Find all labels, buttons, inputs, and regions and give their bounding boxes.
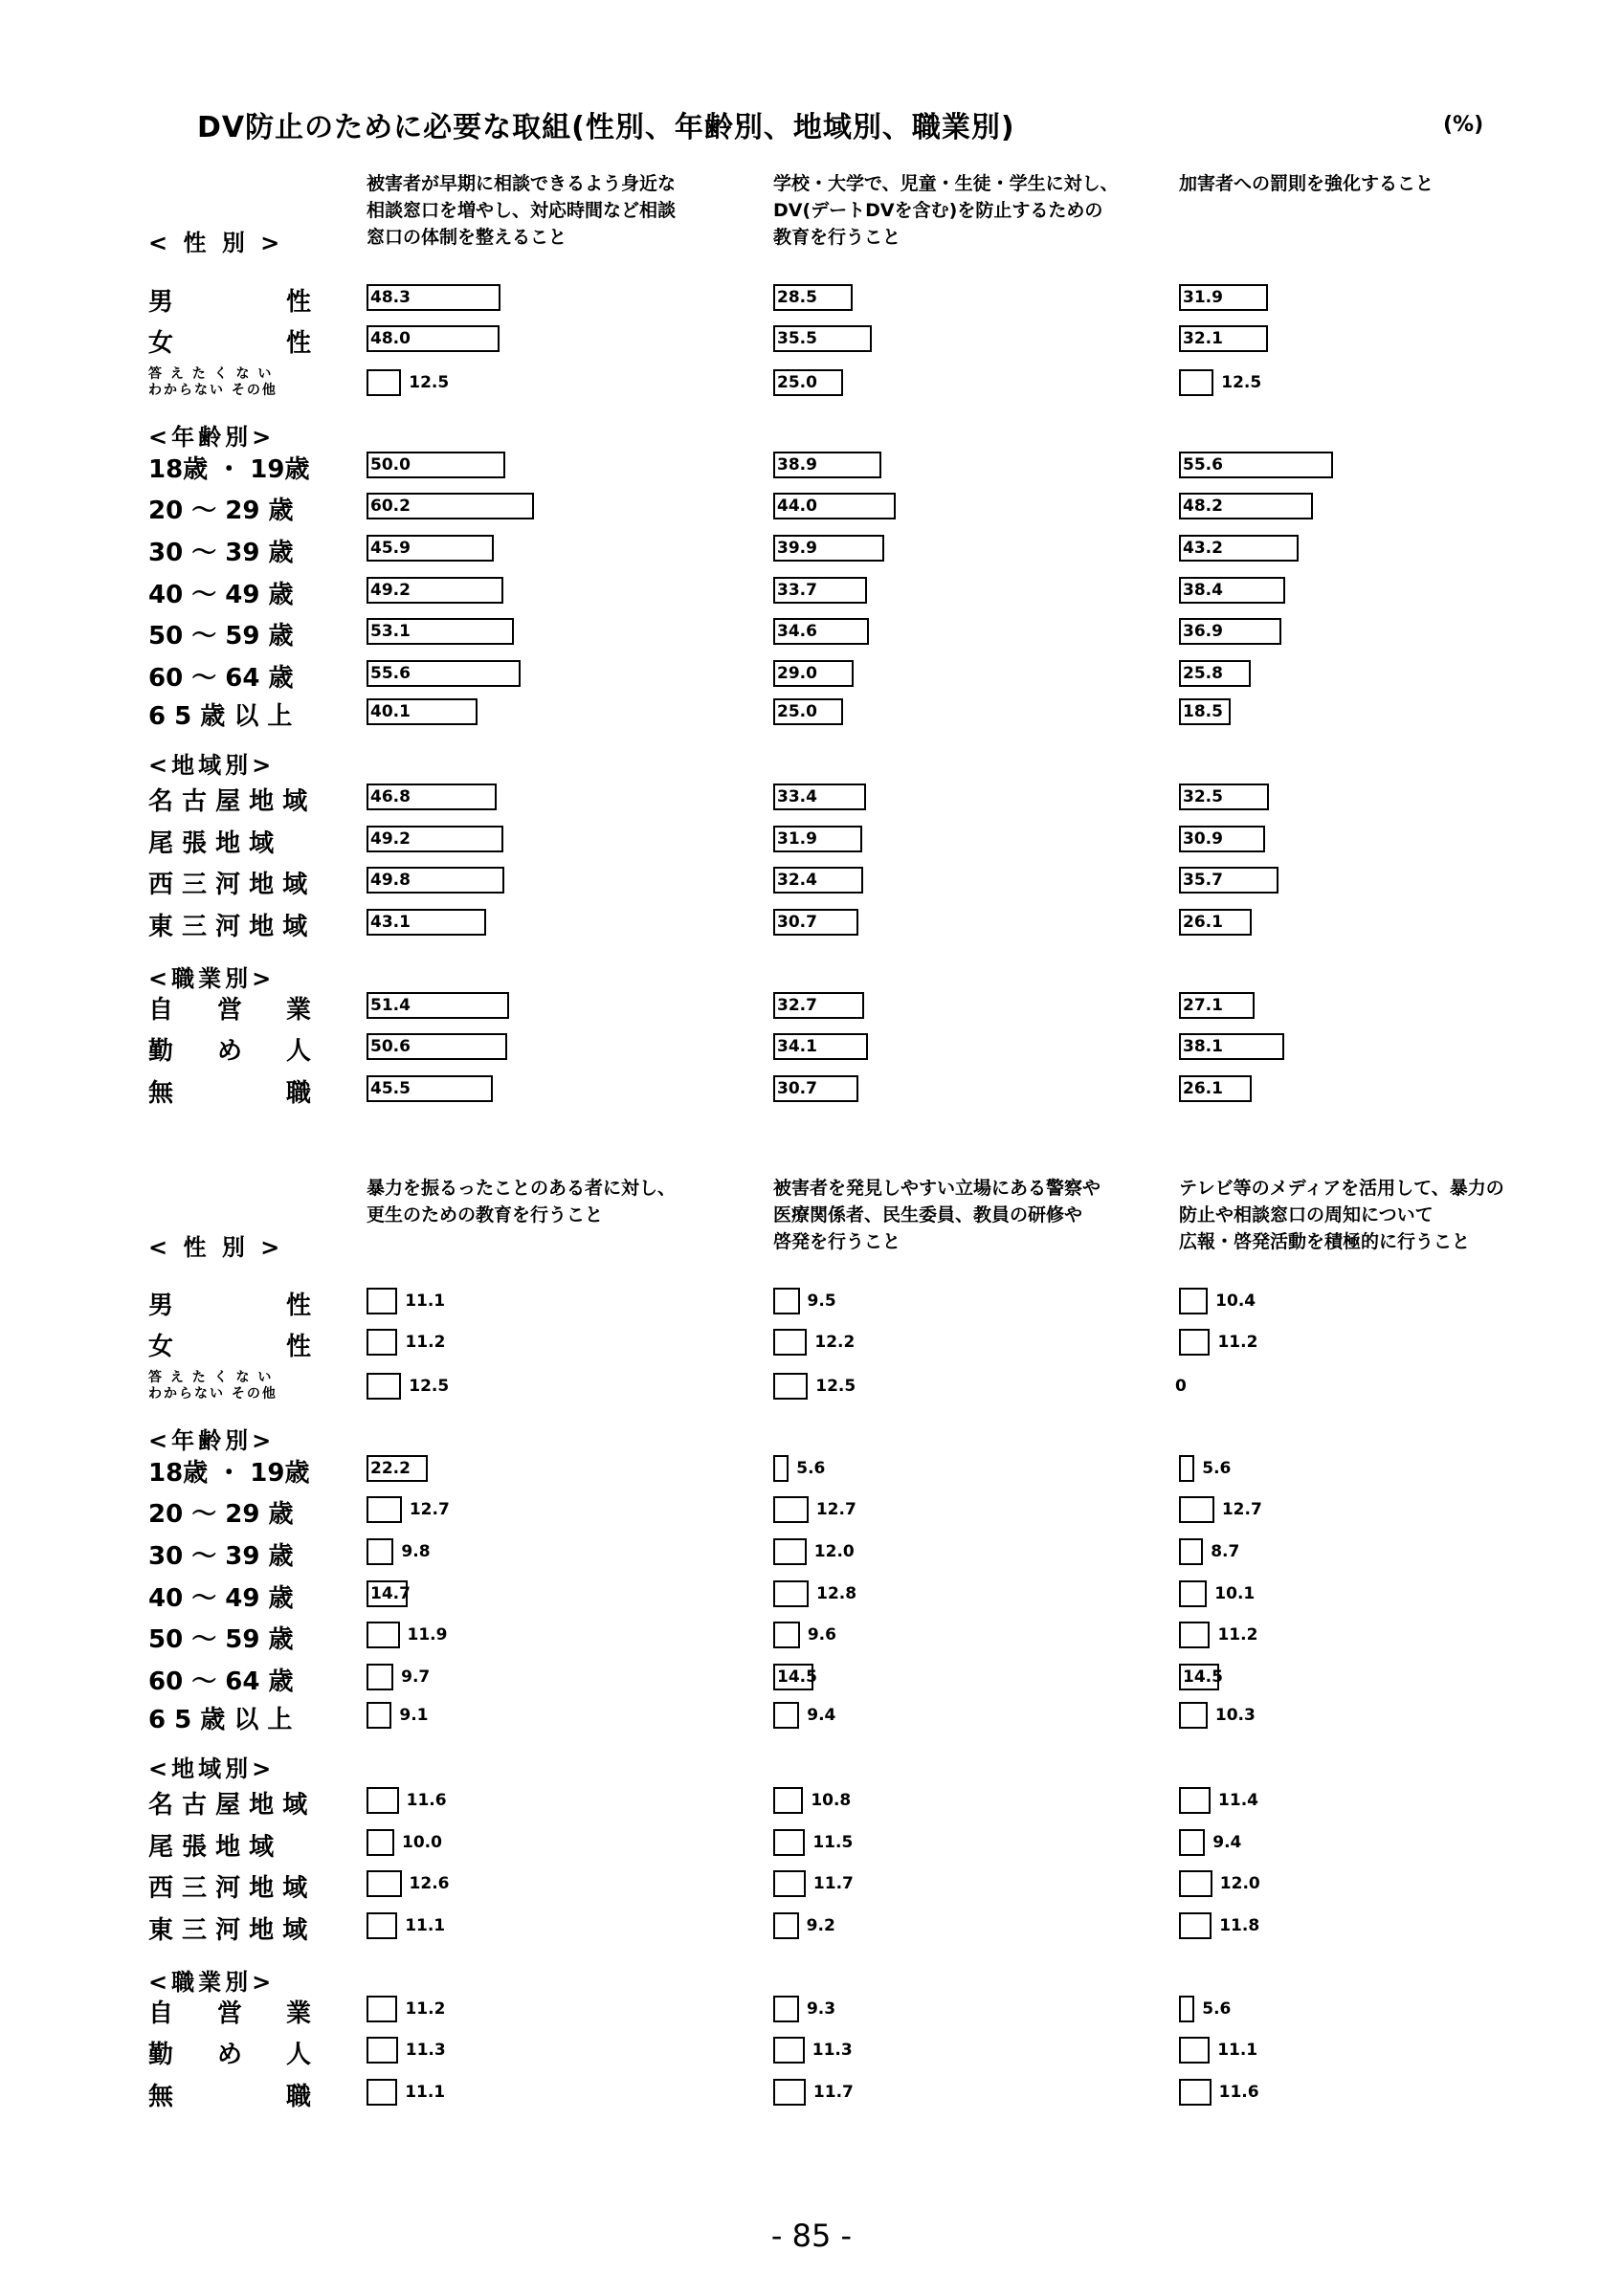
row-label-part: 業 xyxy=(285,1999,311,2028)
bar-value-label: 12.7 xyxy=(815,1500,856,1519)
bar-value-label: 14.5 xyxy=(1183,1667,1223,1687)
bar-value-label: 12.8 xyxy=(816,1584,857,1603)
bar-value-label: 18.5 xyxy=(1183,702,1223,721)
bar-value-label: 11.7 xyxy=(812,2083,854,2102)
bar-value-label: 25.8 xyxy=(1183,664,1223,683)
row-label-part: 女 xyxy=(148,1333,174,1361)
bar-value-label: 26.1 xyxy=(1183,1079,1223,1098)
chart-title: 暴力を振るったことのある者に対し、 更生のための教育を行うこと xyxy=(367,1178,677,1225)
bar-value-label: 55.6 xyxy=(370,664,411,683)
bar-value-label: 39.9 xyxy=(777,539,817,558)
section-header-job: <職業別> xyxy=(148,1969,276,1996)
bar xyxy=(1179,1912,1212,1939)
bar xyxy=(367,1496,402,1523)
bar-value-label: 31.9 xyxy=(777,829,817,849)
row-label-part: 性 xyxy=(285,329,311,358)
row-label xyxy=(148,1620,311,1655)
row-label-part: 20 ～ 29 歳 xyxy=(148,1500,294,1529)
bar xyxy=(367,1664,393,1690)
bar xyxy=(1179,1455,1194,1482)
bar-value-label: 9.3 xyxy=(806,1999,836,2019)
row-label-part: 女 xyxy=(148,329,174,358)
bar xyxy=(1179,1288,1208,1314)
bar-value-label: 11.1 xyxy=(1217,2041,1258,2060)
bar-value-label: 35.7 xyxy=(1183,871,1223,890)
bar-value-label: 5.6 xyxy=(796,1459,826,1478)
bar xyxy=(773,1329,807,1356)
bar-value-label: 11.2 xyxy=(405,1999,446,2019)
row-label xyxy=(148,658,311,694)
row-label-part: 30 ～ 39 歳 xyxy=(148,1542,294,1571)
row-label-part: 職 xyxy=(285,1079,311,1108)
bar xyxy=(773,1996,799,2022)
bar-value-label: 0 xyxy=(1175,1377,1187,1396)
bar xyxy=(367,1288,397,1314)
bar-value-label: 11.5 xyxy=(812,1833,854,1852)
row-label-line: わからない その他 xyxy=(148,383,278,398)
bar xyxy=(367,1829,394,1856)
bar xyxy=(1179,1702,1208,1729)
bar xyxy=(367,369,401,396)
bar xyxy=(367,1870,402,1897)
row-label-part: 18歳 ・ 19歳 xyxy=(148,455,310,484)
bar xyxy=(1179,369,1213,396)
bar-value-label: 36.9 xyxy=(1183,622,1223,641)
row-label xyxy=(148,824,311,859)
row-label xyxy=(148,782,311,817)
bar-value-label: 25.0 xyxy=(777,702,817,721)
bar-value-label: 9.6 xyxy=(807,1625,836,1645)
bar-value-label: 44.0 xyxy=(777,497,817,516)
bar-value-label: 32.5 xyxy=(1183,787,1223,806)
row-label-part: 40 ～ 49 歳 xyxy=(148,581,294,609)
section-header-gender: < 性 別 > xyxy=(148,230,284,256)
row-label-part: 東 三 河 地 域 xyxy=(148,1916,308,1945)
row-label xyxy=(148,1994,311,2029)
bar-value-label: 10.8 xyxy=(811,1791,852,1810)
bar xyxy=(773,2037,805,2064)
bar xyxy=(367,1996,397,2022)
chart-title: 学校・大学で、児童・生徒・学生に対し、 DV(デートDVを含む)を防止するための 教育を行うこと xyxy=(773,173,1119,248)
bar-value-label: 38.1 xyxy=(1183,1037,1223,1056)
bar-value-label: 5.6 xyxy=(1202,1999,1232,2019)
row-label xyxy=(148,1370,330,1402)
section-header-age: <年齢別> xyxy=(148,424,276,451)
row-label xyxy=(148,1286,311,1321)
bar-value-label: 9.5 xyxy=(807,1292,836,1311)
row-label xyxy=(148,491,311,526)
row-label-part: 名 古 屋 地 域 xyxy=(148,787,308,816)
row-label xyxy=(148,366,330,399)
row-label xyxy=(148,1453,311,1489)
bar-value-label: 12.7 xyxy=(1221,1500,1262,1519)
bar-value-label: 46.8 xyxy=(370,787,411,806)
row-label xyxy=(148,533,311,568)
bar-value-label: 12.5 xyxy=(409,1377,450,1396)
bar xyxy=(1179,1829,1205,1856)
bar-value-label: 10.3 xyxy=(1214,1706,1256,1725)
bar-value-label: 8.7 xyxy=(1211,1542,1240,1561)
row-label-part: 尾 張 地 域 xyxy=(148,1833,275,1862)
row-label-part: 営 xyxy=(216,1999,242,2028)
bar-value-label: 32.4 xyxy=(777,871,817,890)
bar-value-label: 9.8 xyxy=(401,1542,431,1561)
row-label-part: 営 xyxy=(216,996,242,1025)
row-label xyxy=(148,1910,311,1946)
bar xyxy=(367,1702,391,1729)
bar-value-label: 9.7 xyxy=(401,1667,431,1687)
row-label-part: 無 xyxy=(148,2083,174,2111)
row-label-part: 性 xyxy=(285,1333,311,1361)
bar-value-label: 34.1 xyxy=(777,1037,817,1056)
bar-value-label: 11.9 xyxy=(407,1625,448,1645)
bar-value-label: 12.2 xyxy=(814,1333,856,1352)
row-label xyxy=(148,1327,311,1362)
bar-value-label: 30.7 xyxy=(777,913,817,932)
chart-title: テレビ等のメディアを活用して、暴力の 防止や相談窓口の周知について 広報・啓発活動を積極的に行うこと xyxy=(1179,1178,1504,1252)
row-label xyxy=(148,450,311,485)
bar-value-label: 11.6 xyxy=(1218,2083,1259,2102)
bar-value-label: 11.8 xyxy=(1219,1916,1260,1935)
bar-value-label: 30.9 xyxy=(1183,829,1223,849)
row-label-part: 自 xyxy=(148,996,174,1025)
bar-value-label: 51.4 xyxy=(370,996,411,1015)
row-label xyxy=(148,2035,311,2070)
row-label-part: 20 ～ 29 歳 xyxy=(148,497,294,525)
row-label-part: 名 古 屋 地 域 xyxy=(148,1791,308,1820)
bar xyxy=(773,1829,805,1856)
chart-title: 加害者への罰則を強化すること xyxy=(1179,173,1434,194)
row-label-part: め xyxy=(216,1037,242,1066)
row-label-part: 職 xyxy=(285,2083,311,2111)
row-label xyxy=(148,990,311,1026)
bar-value-label: 11.2 xyxy=(1217,1333,1258,1352)
bar-value-label: 11.6 xyxy=(406,1791,447,1810)
bar-value-label: 38.9 xyxy=(777,455,817,475)
bar-value-label: 9.1 xyxy=(399,1706,429,1725)
bar-value-label: 10.4 xyxy=(1215,1292,1256,1311)
section-header-job: <職業別> xyxy=(148,965,276,992)
section-header-gender: < 性 別 > xyxy=(148,1234,284,1261)
row-label-part: 業 xyxy=(285,996,311,1025)
bar-value-label: 45.5 xyxy=(370,1079,411,1098)
page-title: DV防止のために必要な取組(性別、年齢別、地域別、職業別) xyxy=(197,111,1015,144)
bar-value-label: 43.1 xyxy=(370,913,411,932)
bar xyxy=(773,1622,800,1648)
unit-label: (%) xyxy=(1443,113,1484,137)
row-label xyxy=(148,1700,311,1735)
row-label-line: わからない その他 xyxy=(148,1386,278,1402)
row-label-line: 答 え た く な い xyxy=(148,1370,274,1385)
bar-value-label: 12.5 xyxy=(409,373,450,392)
row-label-part: 西 三 河 地 域 xyxy=(148,871,308,899)
row-label-part: 男 xyxy=(148,1292,174,1320)
bar xyxy=(773,1702,799,1729)
row-label-part: 60 ～ 64 歳 xyxy=(148,1667,294,1696)
bar xyxy=(773,1455,789,1482)
row-label-line: 答 え た く な い xyxy=(148,366,274,382)
bar-value-label: 9.4 xyxy=(807,1706,836,1725)
bar-value-label: 34.6 xyxy=(777,622,817,641)
row-label xyxy=(148,1536,311,1572)
row-label xyxy=(148,575,311,610)
bar-value-label: 9.4 xyxy=(1212,1833,1242,1852)
bar xyxy=(773,1912,799,1939)
bar-value-label: 11.2 xyxy=(1217,1625,1258,1645)
row-label-part: 勤 xyxy=(148,2041,174,2069)
bar xyxy=(773,2079,806,2106)
bar xyxy=(773,1373,808,1400)
bar-value-label: 12.0 xyxy=(1219,1874,1260,1893)
bar-value-label: 11.3 xyxy=(405,2041,446,2060)
bar xyxy=(773,1787,803,1814)
row-label-part: 50 ～ 59 歳 xyxy=(148,622,294,651)
bar-value-label: 25.0 xyxy=(777,373,817,392)
chart-title: 被害者を発見しやすい立場にある警察や 医療関係者、民生委員、教員の研修や 啓発を行うこと xyxy=(773,1178,1101,1252)
bar-value-label: 5.6 xyxy=(1202,1459,1232,1478)
bar-value-label: 48.3 xyxy=(370,288,411,307)
row-label xyxy=(148,323,311,359)
bar xyxy=(367,2037,398,2064)
bar-value-label: 22.2 xyxy=(370,1459,411,1478)
bar-value-label: 45.9 xyxy=(370,539,411,558)
bar-value-label: 43.2 xyxy=(1183,539,1223,558)
bar-value-label: 48.2 xyxy=(1183,497,1223,516)
bar-value-label: 11.3 xyxy=(812,2041,853,2060)
bar xyxy=(1179,1787,1211,1814)
bar-value-label: 50.0 xyxy=(370,455,411,475)
row-label-part: 40 ～ 49 歳 xyxy=(148,1584,294,1613)
row-label xyxy=(148,1662,311,1697)
bar xyxy=(773,1496,809,1523)
row-label-part: 6 5 歳 以 上 xyxy=(148,702,293,731)
bar-value-label: 49.2 xyxy=(370,581,411,600)
bar-value-label: 40.1 xyxy=(370,702,411,721)
bar-value-label: 10.1 xyxy=(1214,1584,1256,1603)
row-label-part: 性 xyxy=(285,1292,311,1320)
row-label-part: 西 三 河 地 域 xyxy=(148,1874,308,1903)
bar-value-label: 11.1 xyxy=(405,2083,446,2102)
row-label-part: 東 三 河 地 域 xyxy=(148,913,308,941)
bar xyxy=(1179,1996,1194,2022)
bar-value-label: 9.2 xyxy=(806,1916,835,1935)
bar-value-label: 12.5 xyxy=(1221,373,1262,392)
bar xyxy=(1179,1580,1207,1607)
section-header-region: <地域別> xyxy=(148,752,276,779)
bar xyxy=(773,1288,800,1314)
row-label-part: 尾 張 地 域 xyxy=(148,829,275,858)
bar xyxy=(1179,1496,1214,1523)
bar-value-label: 49.2 xyxy=(370,829,411,849)
row-label xyxy=(148,907,311,942)
bar-value-label: 10.0 xyxy=(402,1833,442,1852)
bar-value-label: 11.2 xyxy=(405,1333,446,1352)
bar-value-label: 27.1 xyxy=(1183,996,1223,1015)
bar xyxy=(1179,2079,1212,2106)
bar xyxy=(367,1373,401,1400)
row-label-part: 性 xyxy=(285,288,311,317)
bar-value-label: 11.7 xyxy=(812,1874,854,1893)
bar-value-label: 60.2 xyxy=(370,497,411,516)
row-label xyxy=(148,616,311,651)
row-label-part: 無 xyxy=(148,1079,174,1108)
bar-value-label: 38.4 xyxy=(1183,581,1223,600)
row-label-part: 30 ～ 39 歳 xyxy=(148,539,294,567)
row-label xyxy=(148,1868,311,1904)
bar-value-label: 50.6 xyxy=(370,1037,411,1056)
bar-value-label: 12.0 xyxy=(813,1542,855,1561)
row-label xyxy=(148,1494,311,1530)
bar xyxy=(1179,1538,1203,1565)
bar xyxy=(1179,2037,1210,2064)
bar xyxy=(773,1538,807,1565)
row-label-part: 18歳 ・ 19歳 xyxy=(148,1459,310,1488)
row-label xyxy=(148,1031,311,1067)
row-label-part: 6 5 歳 以 上 xyxy=(148,1706,293,1734)
bar-value-label: 55.6 xyxy=(1183,455,1223,475)
bar-value-label: 33.7 xyxy=(777,581,817,600)
bar xyxy=(367,1622,400,1648)
bar-value-label: 33.4 xyxy=(777,787,817,806)
bar-value-label: 32.7 xyxy=(777,996,817,1015)
chart-title: 被害者が早期に相談できるよう身近な 相談窓口を増やし、対応時間など相談 窓口の体制を整えること xyxy=(367,173,677,248)
bar xyxy=(367,1538,393,1565)
row-label-part: 人 xyxy=(285,2041,311,2069)
bar-value-label: 14.7 xyxy=(370,1584,411,1603)
row-label-part: 60 ～ 64 歳 xyxy=(148,664,294,693)
bar xyxy=(773,1870,806,1897)
bar-value-label: 14.5 xyxy=(777,1667,817,1687)
bar xyxy=(367,1912,397,1939)
row-label xyxy=(148,865,311,900)
bar xyxy=(773,1580,809,1607)
row-label-part: 人 xyxy=(285,1037,311,1066)
bar-value-label: 11.4 xyxy=(1218,1791,1258,1810)
row-label xyxy=(148,282,311,318)
row-label-part: 50 ～ 59 歳 xyxy=(148,1625,294,1654)
bar-value-label: 11.1 xyxy=(405,1916,446,1935)
row-label xyxy=(148,1827,311,1863)
bar xyxy=(1179,1622,1210,1648)
row-label xyxy=(148,2077,311,2112)
bar-value-label: 28.5 xyxy=(777,288,817,307)
bar-value-label: 30.7 xyxy=(777,1079,817,1098)
bar-value-label: 26.1 xyxy=(1183,913,1223,932)
bar xyxy=(367,1787,399,1814)
row-label-part: 自 xyxy=(148,1999,174,2028)
bar-value-label: 53.1 xyxy=(370,622,411,641)
bar-value-label: 12.7 xyxy=(409,1500,450,1519)
row-label-part: 勤 xyxy=(148,1037,174,1066)
bar xyxy=(1179,1329,1210,1356)
bar-value-label: 11.1 xyxy=(405,1292,446,1311)
bar-value-label: 48.0 xyxy=(370,329,411,348)
row-label xyxy=(148,1073,311,1109)
section-header-region: <地域別> xyxy=(148,1755,276,1782)
row-label-part: め xyxy=(216,2041,242,2069)
row-label-part: 男 xyxy=(148,288,174,317)
page-number: - 85 - xyxy=(770,2218,853,2254)
bar-value-label: 12.6 xyxy=(409,1874,450,1893)
bar-value-label: 29.0 xyxy=(777,664,817,683)
bar xyxy=(367,2079,397,2106)
row-label xyxy=(148,1578,311,1614)
bar-value-label: 49.8 xyxy=(370,871,411,890)
bar xyxy=(367,1329,397,1356)
bar-value-label: 12.5 xyxy=(815,1377,856,1396)
bar-value-label: 35.5 xyxy=(777,329,817,348)
bar-value-label: 32.1 xyxy=(1183,329,1223,348)
row-label xyxy=(148,1785,311,1821)
bar xyxy=(1179,1870,1212,1897)
bar-value-label: 31.9 xyxy=(1183,288,1223,307)
section-header-age: <年齢別> xyxy=(148,1427,276,1454)
row-label xyxy=(148,696,311,732)
